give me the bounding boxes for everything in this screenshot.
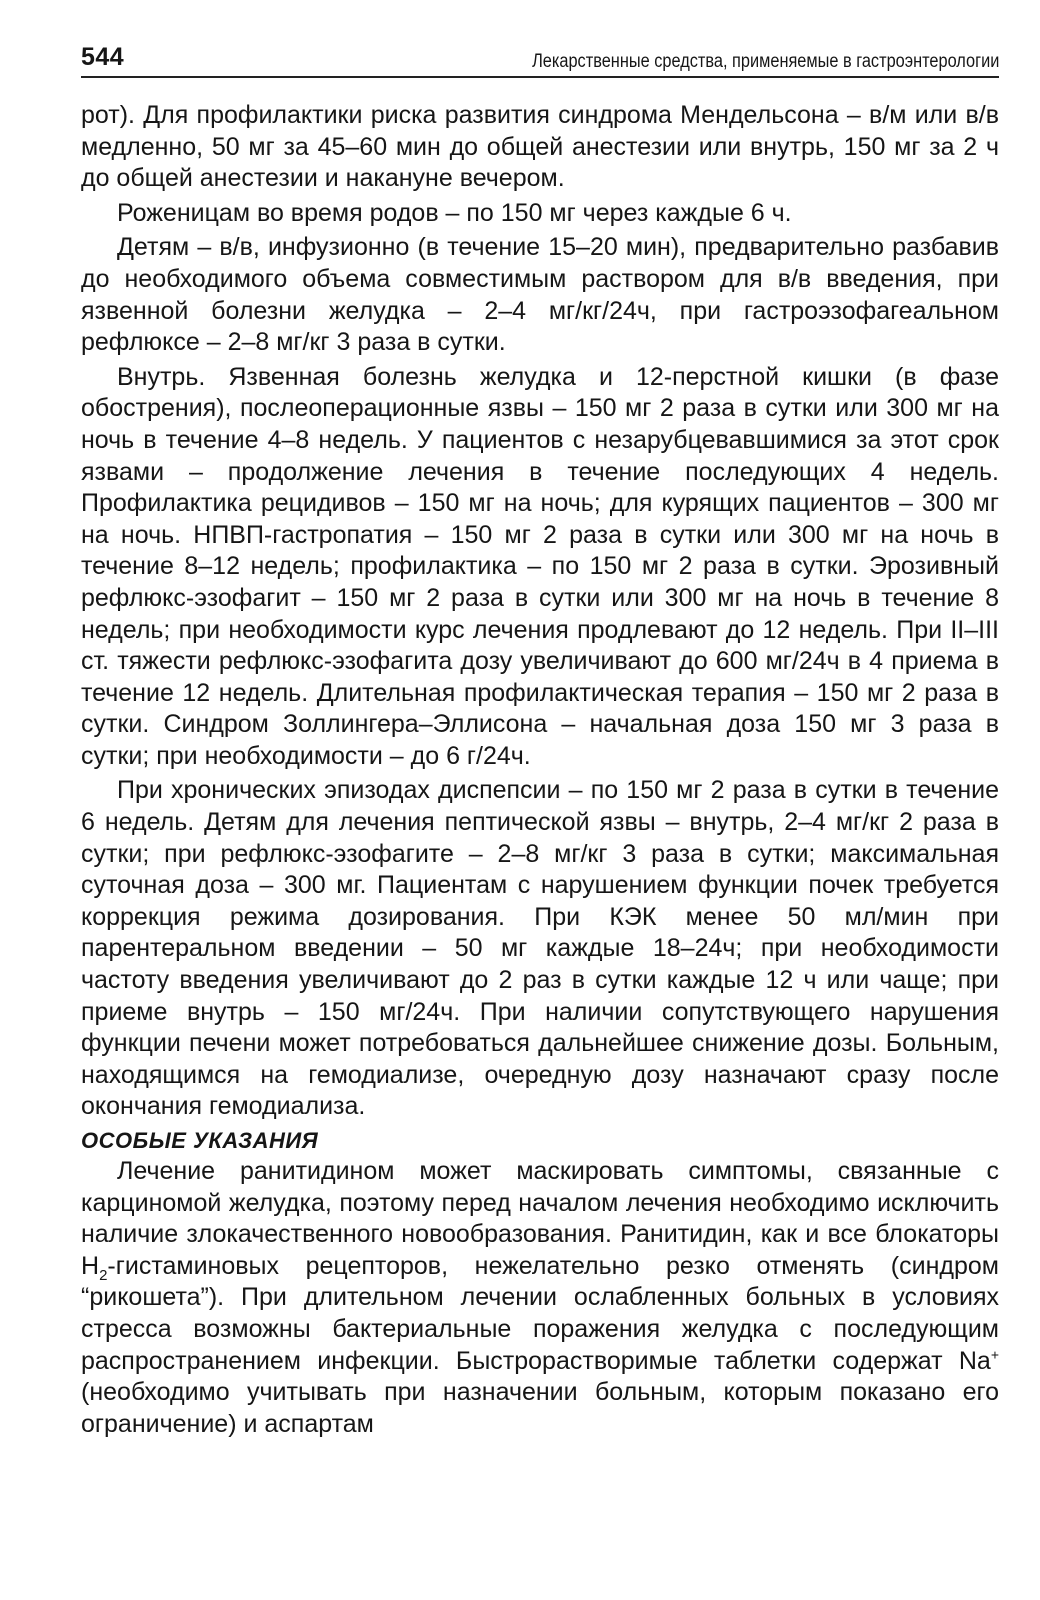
- special-notes-text-start: Лечение ранитидином может маскировать симптомы, связанные с карциномой желудка, поэтому перед началом лечения необходимо исключить наличие злокачественного новообразования. Ранитидин, как и все блокаторы H: [81, 1157, 999, 1280]
- na-superscript: +: [990, 1346, 999, 1363]
- paragraph-childbirth: Роженицам во время родов – по 150 мг через каждые 6 ч.: [117, 198, 792, 227]
- paragraph-oral-dosage: Внутрь. Язвенная болезнь желудка и 12-перстной кишки (в фазе обострения), послеоперационные язвы – 150 мг 2 раза в сутки или 300 мг на ночь в течение 4–8 недель. У пациентов с незарубцевавшимися за этот срок язвами – продолжение лечения в течение последующих 4 недель. Профилактика рецидивов – 150 мг на ночь; для курящих пациентов – 300 мг на ночь. НПВП-гастропатия – 150 мг 2 раза в сутки или 300 мг на ночь в течение 8–12 недель; профилактика – по 150 мг 2 раза в сутки. Эрозивный рефлюкс-эзофагит – 150 мг 2 раза в сутки или 300 мг на ночь в течение 8 недель; при необходимости курс лечения продлевают до 12 недель. При II–III ст. тяжести рефлюкс-эзофагита дозу увеличивают до 600 мг/24ч в 4 приема в течение 12 недель. Длительная профилактическая терапия – 150 мг 2 раза в сутки. Синдром Золлингера–Эллисона – начальная доза 150 мг 3 раза в сутки; при необходимости – до 6 г/24ч.: [81, 362, 999, 770]
- paragraph-dyspepsia: При хронических эпизодах диспепсии – по 150 мг 2 раза в сутки в течение 6 недель. Детям для лечения пептической язвы – внутрь, 2–4 мг/кг 2 раза в сутки; при рефлюкс-эзофагите – 2–8 мг/кг 3 раза в сутки; максимальная суточная доза – 300 мг. Пациентам с нарушением функции почек требуется коррекция режима дозирования. При КЭК менее 50 мл/мин при парентеральном введении – 50 мг каждые 18–24ч; при необходимости частоту введения увеличивают до 2 раз в сутки каждые 12 ч или чаще; при приеме внутрь – 150 мг/24ч. При наличии сопутствующего нарушения функции печени может потребоваться дальнейшее снижение дозы. Больным, находящимся на гемодиализе, очередную дозу назначают сразу после окончания гемодиализа.: [81, 776, 999, 1121]
- running-title: Лекарственные средства, применяемые в гастроэнтерологии: [531, 51, 999, 72]
- paragraph-children-iv: Детям – в/в, инфузионно (в течение 15–20 мин), предварительно разбавив до необходимого объема совместимым раствором для в/в введения, при язвенной болезни желудка – 2–4 мг/кг/24ч, при гастроэзофагеальном рефлюксе – 2–8 мг/кг 3 раза в сутки.: [81, 233, 999, 357]
- page-header: [81, 40, 999, 78]
- book-page: [81, 40, 999, 1440]
- h2-subscript: 2: [99, 1266, 108, 1284]
- page-body: [81, 100, 999, 1440]
- paragraph-special-notes: [81, 1156, 999, 1440]
- paragraph-continuation: рот). Для профилактики риска развития синдрома Мендельсона – в/м или в/в медленно, 50 мг за 45–60 мин до общей анестезии или внутрь, 150 мг за 2 ч до общей анестезии и накануне вечером.: [81, 101, 999, 193]
- special-notes-text-middle: -гистаминовых рецепторов, нежелательно резко отменять (синдром “рикошета”). При длительном лечении ослабленных больных в условиях стресса возможны бактериальные поражения желудка с последующим распространением инфекции. Быстрорастворимые таблетки содержат Na: [81, 1251, 999, 1375]
- special-notes-text-end: (необходимо учитывать при назначении больным, которым показано его ограничение) и аспартам: [81, 1378, 999, 1438]
- section-heading: ОСОБЫЕ УКАЗАНИЯ: [81, 1128, 319, 1153]
- page-number: 544: [81, 43, 125, 71]
